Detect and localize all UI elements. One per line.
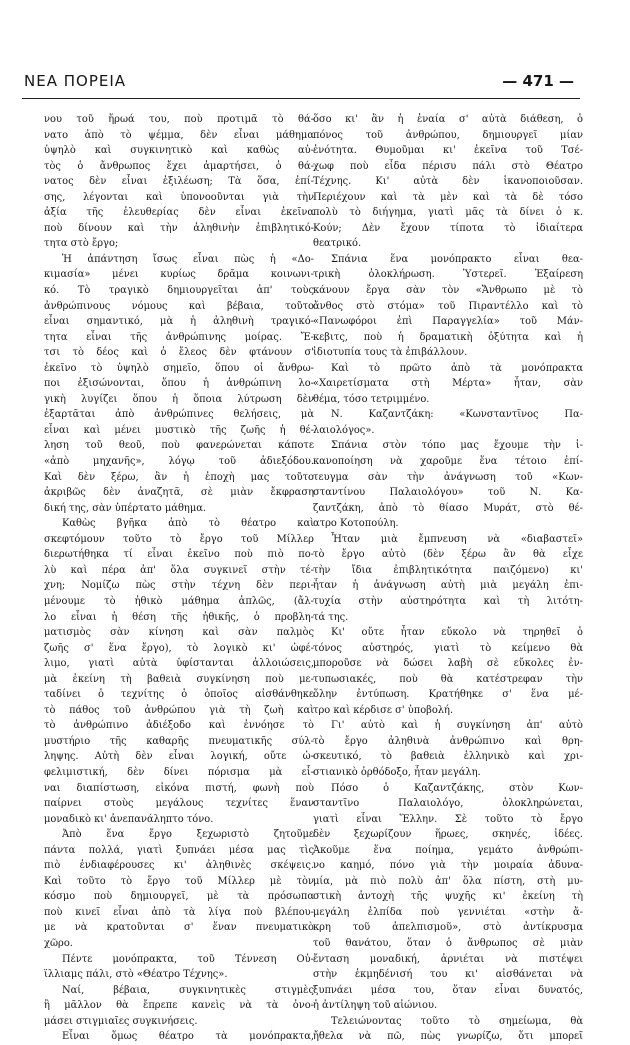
text-line: τὸ ἔργο ἀληθινὰ ἀνθρώπινο καὶ θρη- [313, 735, 583, 747]
text-line: τρο καὶ κέρδισε σ' ὑποβολή. [313, 704, 454, 716]
text-line: ὅλην ἐντύπωση. Κρατήθηκε σ' ἕνα μέ- [313, 689, 583, 701]
text-line: νου τοῦ ἥρωά του, ποὺ προτιμᾶ τὸ θά- [44, 114, 314, 125]
text-line: φελιμιστική, δὲν δίνει πόρισμα μὰ εἶ- [44, 766, 314, 778]
text-line: ἐκεῖνο τὸ ὑψηλὸ σημεῖο, ὅπου οἱ ἄνθρω- [44, 362, 314, 374]
text-line: ἐξαρτᾶται ἀπὸ ἀνθρώπινες θελήσεις, μὰ [44, 409, 314, 421]
text-line: μάσει στιγμιαῖες συγκινήσεις. [44, 1015, 198, 1027]
text-line: ζαντζάκη, ἀπὸ τὸ θίασο Μυράτ, στὸ θέ- [313, 502, 583, 514]
text-line: Πόσο ὁ Καζαντζάκης, στὸν Κων- [331, 782, 583, 794]
text-line: Πέντε μονόπρακτα, τοῦ Τέννεση Οὐ- [62, 953, 314, 965]
text-line: Ν. Καζαντζάκη: «Κωνσταντῖνος Πα- [331, 409, 583, 421]
text-line: Γι' αὐτὸ καὶ ἡ συγκίνηση ἀπ' αὐτὸ [331, 720, 583, 732]
text-line: νο καημό, πόνο γιὰ τὴν μοιραία ἀδυνα- [313, 860, 583, 872]
text-line: ἡ ἀντίληψη τοῦ αἰώνιου. [313, 1000, 438, 1012]
text-line: τσι τὸ δέος καὶ ὁ ἔλεος δὲν φτάνουν σ' [44, 347, 314, 359]
text-line: Κι' οὔτε ἦταν εὔκολο νὰ τηρηθεῖ ὁ [331, 627, 583, 639]
text-line: πολὺ τὸ διήγημα, γιατὶ μᾶς τὰ δίνει ὁ κ. [313, 207, 583, 219]
text-line: ποὺ κινεῖ εἶναι ἀπὸ τὰ λίγα ποὺ βλέπου- [44, 906, 314, 918]
text-line: Σπάνια ἕνα μονόπρακτο εἶναι θεα- [331, 253, 583, 265]
text-line: κεβιτς, ποὺ ἡ δραματικὴ ὀξύτητα καὶ ἡ [313, 331, 583, 343]
text-line: ποὺ δίνουν καὶ τὴν ἀληθινὴν ἐπιβλητικό- [44, 222, 314, 234]
header-rule [22, 98, 580, 99]
text-line: δική της, σὰν ὑπέρτατο μάθημα. [44, 502, 207, 514]
text-line: ἢ μᾶλλον θὰ ἔπρεπε κανεὶς νὰ τὰ ὀνο- [44, 1000, 314, 1012]
text-line: κανοποίηση νὰ χαροῦμε ἕνα τέτοιο ἐπί- [313, 456, 583, 468]
text-line: Κούν; Δὲν ἔχουν τίποτα τὸ ἰδιαίτερα [313, 222, 583, 234]
text-line: κιμασία» μένει κυρίως δρᾶμα κοινωνι- [44, 269, 314, 281]
text-line: Ἀπὸ ἕνα ἔργο ξεχωριστὸ ζητοῦμε [62, 829, 314, 841]
text-line: γικὴ λυγίζει ὅπου ἡ ὅποια λύτρωση δὲν [44, 393, 314, 405]
text-line: τευγμα σὰν τὴν ἀνάγνωση τοῦ «Κων- [313, 471, 583, 483]
text-line: τρικὴ ὁλοκλήρωση. Ὑστερεῖ. Ἐξαίρεση [313, 269, 583, 281]
text-line: λὺ καὶ πέρα ἀπ' ὅλα συγκινεῖ στὴν τέ- [44, 564, 314, 576]
text-line: τὸ πάθος τοῦ ἀνθρώπου γιὰ τὴ ζωὴ καὶ [44, 704, 314, 716]
page-number: — 471 — [502, 72, 574, 90]
text-line: μεγάλη ἐλπίδα ποὺ γεννιέται «στὴν ἄ- [313, 906, 583, 918]
text-line: λαιολόγος». [313, 424, 375, 436]
text-line: νατος δὲν εἶναι ἐξιλέωση; Τὰ ὅσα, ἐπί- [44, 176, 314, 188]
text-line: τυπωσιακές, ποὺ θὰ κατέστρεφαν τὴν [313, 673, 583, 685]
text-line: ζωῆς σ' ἕνα ἔργο), τὸ λογικὸ κι' ὠφέ- [44, 642, 314, 654]
text-line: ϊλλιαμς πάλι, στὸ «Θέατρο Τέχνης». [44, 969, 228, 981]
text-line: ταδίνει ὁ τεχνίτης ὁ ὁποῖος αἰσθάνθηκε [44, 689, 314, 701]
text-line: τὴν ἴδια ἐπιβλητικότητα παιζόμενο) κι' [313, 564, 583, 576]
text-line: εἶναι σημαντικό, μὰ ἡ ἀληθινὴ τραγικό- [44, 316, 314, 328]
text-line: σης, λέγονται καὶ ὑπονοοῦνται γιὰ τὴν [44, 191, 314, 203]
text-line: στὴν ἐκμηδένισή του κι' αἰσθάνεται νὰ [313, 969, 583, 981]
text-line: τοῦ θανάτου, ὅταν ὁ ἄνθρωπος σὲ μιὰν [313, 937, 583, 949]
text-line: ἀκριβῶς δὲν ἀναζητᾶ, σὲ μιὰν ἔκφραση [44, 487, 314, 499]
text-line: Ἦταν μιὰ ἔμπνευση νὰ «διαβαστεῖ» [331, 533, 583, 545]
text-line: τυχία στὴν αὐστηρότητα καὶ τὴ λιτότη- [313, 595, 583, 607]
text-line: ἦταν ἡ ἀνάγνωση αὐτὴ μιὰ μεγάλη ἐπι- [313, 580, 583, 592]
text-line: ἀνθρώπινους νόμους καὶ βέβαια, τοῦτο [44, 300, 314, 312]
text-line: θέμα, τόσο τετριμμένο. [313, 393, 430, 405]
text-line: μυστήριο τῆς καθαρῆς πνευματικῆς σύλ- [44, 735, 314, 747]
text-line: διερωτήθηκα τί εἶναι ἐκεῖνο ποὺ πιὸ πο- [44, 549, 314, 561]
text-line: ματισμὸς σὰν κίνηση καὶ σὰν παλμὸς [44, 627, 314, 639]
text-line: παίρνει στοὺς μεγάλους τεχνίτες ἕναν [44, 798, 314, 810]
text-line: μὰ ἐκείνη τὴ βαθειὰ συγκίνηση ποὺ με- [44, 673, 314, 685]
text-line: σταντῖνο Παλαιολόγο, ὁλοκληρώνεται, [313, 798, 583, 810]
text-line: σταντίνου Παλαιολόγου» τοῦ Ν. Κα- [313, 487, 583, 499]
text-line: κάνουν ἔργα σὰν τὸν «Ἄνθρωπο μὲ τὸ [313, 285, 583, 297]
text-line: Ἡ ἀπάντηση ἴσως εἶναι πὼς ἡ «Δο- [62, 253, 314, 265]
text-line: Ναί, βέβαια, συγκινητικὲς στιγμὲς [62, 984, 314, 996]
text-line: Καθὼς βγῆκα ἀπὸ τὸ θέατρο καὶ [62, 518, 314, 530]
text-line: κρη τοῦ ἀπελπισμοῦ», στὸ ἀντίκρυσμα [313, 922, 583, 934]
text-line: «Πανωφόροι ἐπὶ Παραγγελία» τοῦ Μάν- [313, 316, 583, 328]
text-line: στικὴ ἀντοχὴ τῆς ψυχῆς κι' ἐκείνη τὴ [313, 891, 583, 903]
text-line: ἀξία τῆς ἐλευθερίας δὲν εἶναι ἐκεῖνα [44, 207, 314, 219]
text-line: κόσμο ποὺ δημιουργεῖ, μὲ τὰ πρόσωπα [44, 891, 314, 903]
text-line: σκεφτόμουν τοῦτο τὸ ἔργο τοῦ Μίλλερ [44, 533, 314, 545]
text-line: τὸς ὁ ἄνθρωπος ἔχει ἁμαρτήσει, ὁ θά- [44, 160, 314, 172]
text-line: μποροῦσε νὰ δώσει λαβὴ σὲ εὔκολες ἐν- [313, 658, 583, 670]
text-line: Καὶ δὲν ξέρω, ἂν ἡ ἐποχὴ μας τοῦτο [44, 471, 314, 483]
text-line: χωφ ποὺ εἶδα πέρισυ πάλι στὸ Θέατρο [313, 160, 583, 172]
text-column-right [313, 112, 583, 1045]
text-line: ληψης. Αὐτὴ δὲν εἶναι λογική, οὔτε ὠ- [44, 751, 314, 763]
text-line: Καὶ τὸ πρῶτο ἀπὸ τὰ μονόπρακτα [331, 362, 583, 374]
text-line: μένουμε τὸ ἠθικὸ μάθημα ἁπλῶς, (ἄλ- [44, 595, 314, 607]
text-column-left [44, 112, 314, 1045]
text-line: «Χαιρετίσματα στὴ Μέρτα» ἦταν, σὰν [313, 378, 583, 390]
text-line: ποι ἐξισώνονται, ὅπου ἡ ἀνθρώπινη λο- [44, 378, 314, 390]
text-line: ἄνθος στὸ στόμα» τοῦ Πιραντέλλο καὶ τὸ [313, 300, 583, 312]
text-line: Τέχνης. Κι' αὐτὰ δὲν ἱκανοποιοῦσαν. [313, 176, 583, 188]
text-line: ατρο Κοτοπούλη. [313, 518, 399, 530]
text-line: νατο ἀπὸ τὸ ψέμμα, δὲν εἶναι μάθημα [44, 129, 314, 141]
text-line: «ἀπὸ μηχανῆς», λόγῳ τοῦ ἀδιεξόδου. [44, 456, 314, 468]
text-line: ναι διαπίστωση, εἰκόνα πιστή, φωνὴ ποὺ [44, 782, 314, 794]
text-line: τητα στὸ ἔργο; [44, 238, 119, 250]
text-line: δὲν ξεχωρίζουν ἥρωες, σκηνές, ἰδέες. [313, 829, 583, 841]
running-header-journal-title: ΝΕΑ ΠΟΡΕΙΑ [24, 72, 127, 90]
text-line: ληση τοῦ θεοῦ, ποὺ φανερώνεται κάποτε [44, 440, 314, 452]
text-line: χνη; Νομίζω πὼς στὴν τέχνη δὲν περι- [44, 580, 314, 592]
text-line: λο εἶναι ἡ θέση τῆς ἠθικῆς, ὁ προβλη- [44, 611, 314, 623]
text-line: εἶναι καὶ μένει μυστικὸ τῆς ζωῆς ἡ θέ- [44, 424, 314, 436]
text-line: στιανικὸ ὀρθόδοξο, ἦταν μεγάλη. [313, 766, 481, 778]
text-line: ξυπνάει μέσα του, ὅταν εἶναι δυνατός, [313, 984, 583, 996]
text-line: ἑνότητα. Θυμοῦμαι κι' ἐκεῖνα τοῦ Τσέ- [313, 145, 583, 157]
text-line: Περιέχουν καὶ τὰ μὲν καὶ τὰ δὲ τόσο [313, 191, 583, 203]
text-line: μοναδικὸ κι' ἀνεπανάληπτο τόνο. [44, 813, 214, 825]
text-line: ἔνταση μοναδική, ἀρνιέται νὰ πιστέψει [313, 953, 583, 965]
text-line: Τελειώνοντας τοῦτο τὸ σημείωμα, θὰ [331, 1015, 583, 1027]
text-line: πόνος τοῦ ἀνθρώπου, δημιουργεῖ μίαν [313, 129, 583, 141]
text-line: ὑψηλὸ καὶ συγκινητικὸ καὶ καθὼς αὐ- [44, 145, 314, 157]
text-line: ἤθελα νὰ πῶ, πὼς γνωρίζω, ὅτι μπορεῖ [313, 1031, 583, 1043]
text-line: Εἶναι ὅμως θέατρο τὰ μονόπρακτα, [62, 1031, 314, 1043]
text-line: γιατὶ εἶναι Ἕλλην. Σὲ τοῦτο τὸ ἔργο [313, 813, 583, 825]
text-line: σκευτικό, τὸ βαθειὰ ἑλληνικὸ καὶ χρι- [313, 751, 583, 763]
text-line: με νὰ κρατοῦνται σ' ἕναν πνευματικὸ [44, 922, 314, 934]
text-line: κό. Τὸ τραγικὸ δημιουργεῖται ἀπ' τοὺς [44, 285, 314, 297]
text-line: λιμο, γιατὶ αὐτὰ ὑφίστανται ἀλλοιώσεις, [44, 658, 314, 670]
text-line: μία, μὰ πιὸ πολὺ ἀπ' ὅλα πίστη, στὴ μυ- [313, 875, 583, 887]
text-line: πάντα πολλά, γιατὶ ξυπνάει μέσα μας τὶς [44, 844, 314, 856]
text-line: ὅσο κι' ἂν ἡ ἑναία σ' αὐτὰ διάθεση, ὁ [313, 114, 583, 125]
text-line: χῶρο. [44, 937, 73, 949]
text-line: Ἀκοῦμε ἕνα ποίημα, γεμάτο ἀνθρώπι- [313, 844, 583, 856]
text-line: τόνος αὐστηρός, γιατὶ τὸ κείμενο θὰ [313, 642, 583, 654]
text-line: τά της. [313, 611, 349, 623]
text-line: τητα εἶναι τῆς ἀνθρώπινης μοίρας. Ἔ- [44, 331, 314, 343]
text-line: τὸ ἔργο αὐτὸ (δὲν ξέρω ἂν θὰ εἶχε [313, 549, 583, 561]
text-line: Καὶ τοῦτο τὸ ἔργο τοῦ Μίλλερ μὲ τὸν [44, 875, 314, 887]
text-line: πιὸ ἐνδιαφέρουσες κι' ἀληθινὲς σκέψεις. [44, 860, 314, 872]
text-line: τὸ ἀνθρώπινο ἀδιέξοδο καὶ ἐννόησε τὸ [44, 720, 314, 732]
text-line: ἰδιοτυπία τους τὰ ἐπιβάλλουν. [313, 347, 468, 359]
text-line: θεατρικό. [313, 238, 362, 250]
text-line: Σπάνια στὸν τόπο μας ἔχουμε τὴν ἱ- [331, 440, 583, 452]
